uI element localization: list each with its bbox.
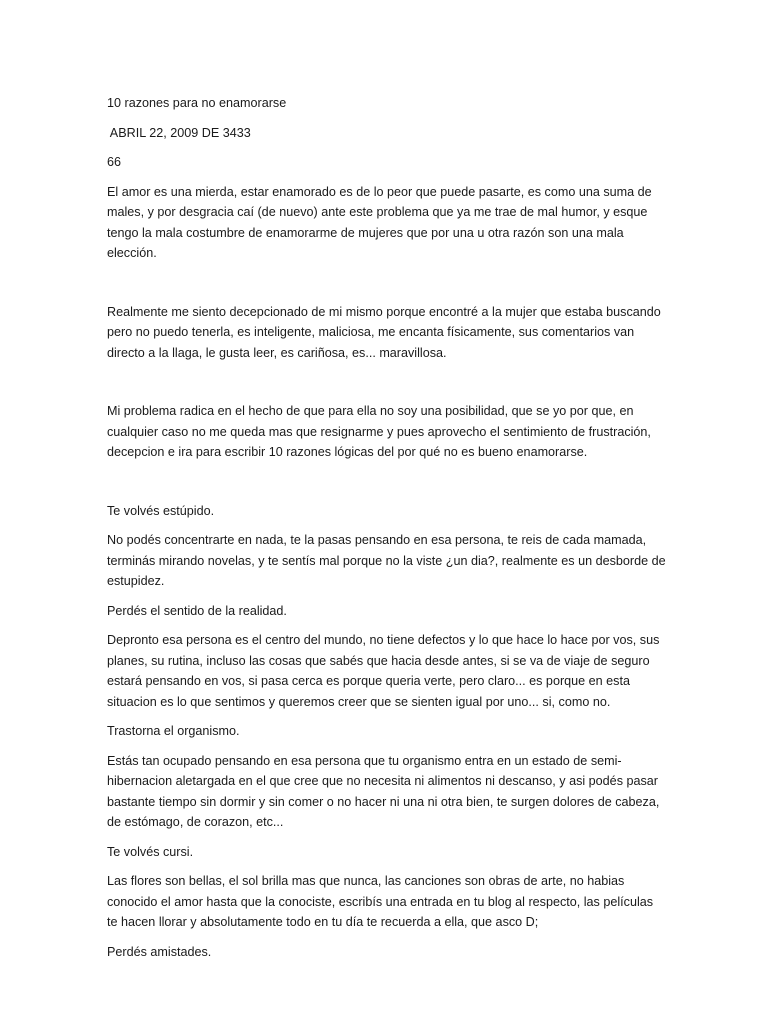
document-title: 10 razones para no enamorarse [107,96,287,110]
reason-heading: Trastorna el organismo. [107,724,240,738]
intro-paragraph-2: Realmente me siento decepcionado de mi mismo porque encontré a la mujer que estaba buscando pero no puedo tenerla, es inteligente, maliciosa, me encanta físicamente, sus comentarios van directo a la llaga, le gusta leer, es cariñosa, es... maravillosa. [107,304,661,360]
intro-paragraph-1: El amor es una mierda, estar enamorado es de lo peor que puede pasarte, es como una suma de males, y por desgracia caí (de nuevo) ante este problema que ya me trae de mal humor, y esque tengo la mala costumbre de enamorarme de mujeres que por una u otra razón son una mala elección. [107,184,652,260]
reason-body: Estás tan ocupado pensando en esa persona que tu organismo entra en un estado de semi-hibernacion aletargada en el que cree que no necesita ni alimentos ni descanso, y asi podés pasar bastante tiempo sin dormir y sin comer o no hacer ni una ni otra bien, te surgen dolores de cabeza, de estómago, de corazon, etc... [107,753,660,829]
intro-paragraph-3: Mi problema radica en el hecho de que para ella no soy una posibilidad, que se yo por que, en cualquier caso no me queda mas que resignarme y pues aprovecho el sentimiento de frustración, decepcion e ira para escribir 10 razones lógicas del por qué no es bueno enamorarse. [107,404,651,459]
reason-body: Depronto esa persona es el centro del mundo, no tiene defectos y lo que hace lo hace por vos, sus planes, su rutina, incluso las cosas que sabés que hacia desde antes, si se va de viaje de seguro estará pensando en vos, si pasa cerca es porque queria verte, pero claro... es porque en esta situacion es lo que sentimos y queremos creer que se sienten igual por uno... si, como no. [107,633,660,709]
reason-heading: Te volvés cursi. [107,844,194,859]
document-body [107,93,667,971]
reason-heading: Te volvés estúpido. [107,503,215,518]
comment-count: 66 [107,155,122,169]
reason-heading: Perdés amistades. [107,944,212,959]
reason-body: Las flores son bellas, el sol brilla mas que nunca, las canciones son obras de arte, no habias conocido el amor hasta que la conociste, escribís una entrada en tu blog al respecto, las películas te hacen llorar y absolutamente todo en tu día te recuerda a ella, que asco D; [107,874,654,929]
reason-heading: Perdés el sentido de la realidad. [107,603,287,618]
reason-body: No podés concentrarte en nada, te la pasas pensando en esa persona, te reis de cada mamada, terminás mirando novelas, y te sentís mal porque no la viste ¿un dia?, realmente es un desborde de estupidez. [107,533,666,588]
date-line: ABRIL 22, 2009 DE 3433 [107,125,251,140]
